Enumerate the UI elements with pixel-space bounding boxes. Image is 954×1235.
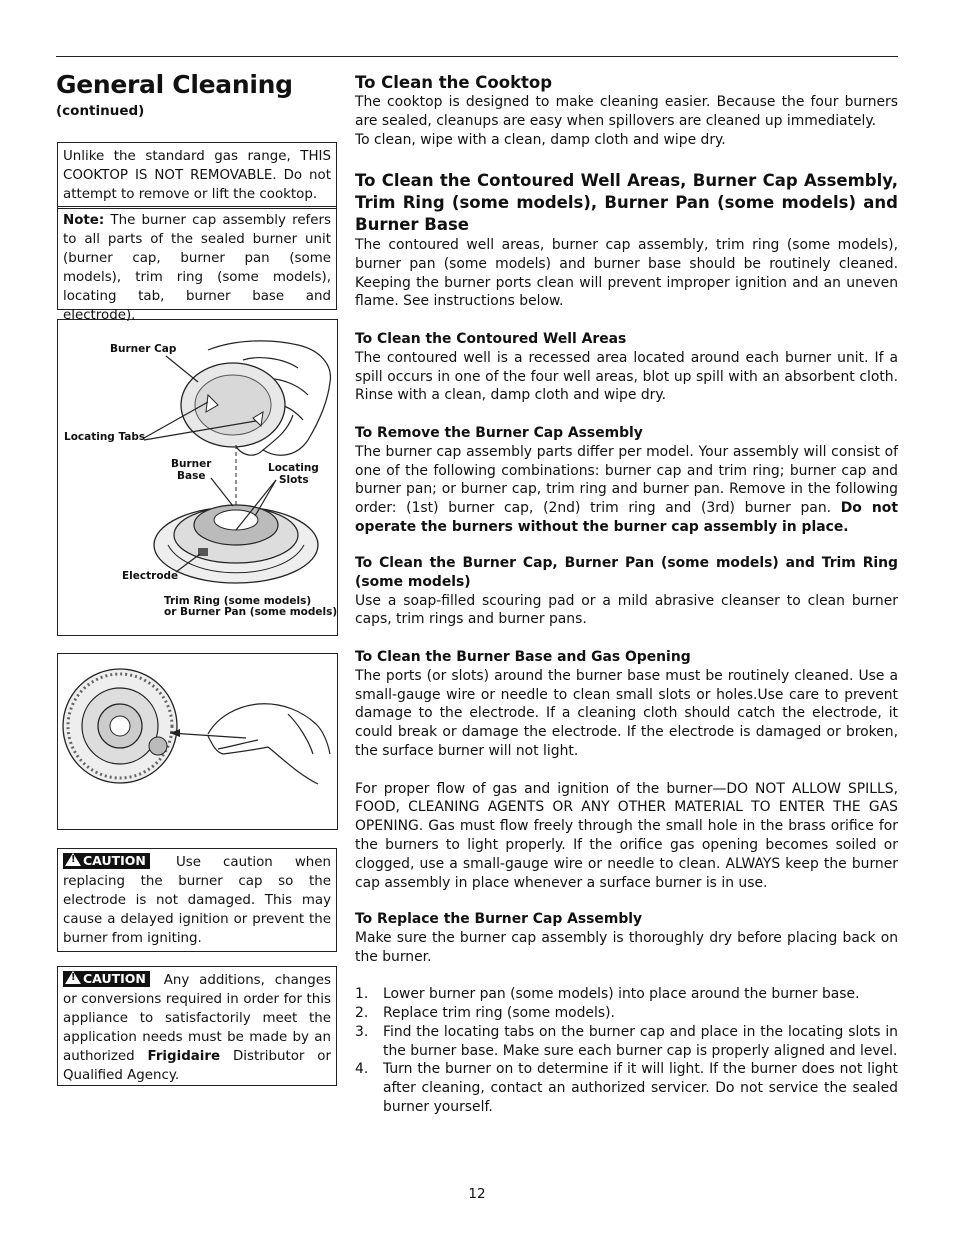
warning-triangle-icon: ! [65,971,81,984]
warning-triangle-icon: ! [65,853,81,866]
step-text: Lower burner pan (some models) into place around the burner base. [383,986,860,1003]
paragraph: The ports (or slots) around the burner base must be routinely cleaned. Use a small-gauge wire or needle to clean small slots or holes.Use care to prevent damage to the electrode. If a cleaning cloth should catch the electrode, it could break or damage the electrode. If the electrode is damaged or broken, the surface burner will not light. [355,667,898,759]
paragraph: Make sure the burner cap assembly is thoroughly dry before placing back on the burner. [355,929,898,965]
step-number: 4. [355,1061,369,1078]
caution-badge-text: CAUTION [83,853,146,868]
continued-label: (continued) [56,103,145,119]
caution-electrode-text: Use caution when replacing the burner cap so the electrode is not damaged. This may cause a delayed ignition or prevent the burner from igniting. [63,855,331,946]
subsection-heading: To Clean the Burner Base and Gas Opening [355,649,691,665]
step-text: Find the locating tabs on the burner cap and place in the locating slots in the burner base. Make sure each burner cap is properly aligned and level. [383,1023,898,1059]
cleaning-wire-figure [57,653,338,830]
section-heading: To Clean the Cooktop [355,73,553,92]
label-burner-cap: Burner Cap [110,343,177,355]
label-trim-ring: Trim Ring (some models) [164,595,312,607]
list-item [355,1004,898,1023]
warning-text: Do not operate the burners without the burner cap assembly in place. [355,500,898,535]
paragraph: The contoured well is a recessed area located around each burner unit. If a spill occurs in one of the four well areas, blot up spill with an absorbent cloth. Rinse with a clean, damp cloth and wipe dry. [355,349,898,404]
notice-text: Unlike the standard gas range, THIS COOKTOP IS NOT REMOVABLE. Do not attempt to remove or lift the cooktop. [63,149,331,202]
section-clean-cap-pan-ring [355,554,898,629]
top-rule [56,56,898,57]
list-item [355,1060,898,1116]
label-base: Base [177,470,206,482]
paragraph-text: The burner cap assembly parts differ per model. Your assembly will consist of one of the following combinations: burner cap and trim ring; burner cap and burner pan; or burner cap, trim ring and burner pan. Remove in the following order: (1st) burner cap, (2nd) trim ring and (3rd) burner pan. [355,443,898,517]
paragraph: The contoured well areas, burner cap assembly, trim ring (some models), burner pan (some models) and burner base should be routinely cleaned. Keeping the burner ports clean will prevent improper ignition and an uneven flame. See instructions below. [355,237,898,310]
section-replace-cap [355,910,898,1117]
section-clean-base-gas [355,648,898,892]
step-text: Replace trim ring (some models). [383,1004,615,1021]
section-remove-cap [355,424,898,537]
step-number: 1. [355,986,369,1003]
label-electrode: Electrode [122,570,179,582]
non-removable-notice [57,142,337,209]
caution-conversion-text-a: Any additions, changes or conversions required in order for this appliance to satisfactorily meet the application needs must be made by an authorized [63,973,331,1064]
page-number: 12 [468,1186,486,1202]
subsection-heading: To Replace the Burner Cap Assembly [355,911,643,927]
list-item [355,985,898,1004]
page-title: General Cleaning [56,70,293,99]
section-heading: To Clean the Contoured Well Areas, Burner Cap Assembly, Trim Ring (some models), Burner Pan (some models) and Burner Base [355,171,898,234]
section-contoured-wells-overview [355,170,898,311]
subsection-heading: To Clean the Contoured Well Areas [355,331,627,347]
section-contoured-wells [355,330,898,405]
caution-box-conversions [57,966,337,1086]
burner-base-drawing [154,505,318,583]
hand-with-wire [170,704,330,784]
steps-list [355,985,898,1117]
burner-base-top-view [63,669,177,783]
caution-badge [63,853,150,869]
list-item [355,1023,898,1061]
caution-badge-text: CAUTION [83,971,146,986]
paragraph: Use a soap-filled scouring pad or a mild abrasive cleanser to clean burner caps, trim rings and burner pans. [355,592,898,628]
note-box [57,206,337,323]
section-clean-cooktop [355,73,898,149]
label-locating: Locating [268,462,319,474]
label-slots: Slots [279,474,309,486]
paragraph [355,443,898,537]
paragraph: The cooktop is designed to make cleaning easier. Because the four burners are sealed, cleanups are easy when spillovers are cleaned up immediately. [355,94,898,129]
note-text: The burner cap assembly refers to all parts of the sealed burner unit (burner cap, burner pan (some models), trim ring (some models), locating tab, burner base and electrode). [63,213,331,323]
caution-conversion-text-b: Distributor or Qualified Agency. [63,1049,332,1083]
step-number: 3. [355,1023,369,1040]
step-number: 2. [355,1004,369,1021]
paragraph: To clean, wipe with a clean, damp cloth and wipe dry. [355,131,726,148]
brand-name: Frigidaire [147,1049,221,1064]
note-label: Note: [63,213,105,228]
label-locating-tabs: Locating Tabs [64,431,146,443]
paragraph: For proper flow of gas and ignition of the burner—DO NOT ALLOW SPILLS, FOOD, CLEANING AGENTS OR ANY OTHER MATERIAL TO ENTER THE GAS OPENING. Gas must flow freely through the small hole in the brass orifice for the burners to light properly. If the orifice gas opening becomes soiled or clogged, use a small-gauge wire or needle to clean. ALWAYS keep the burner cap assembly in place whenever a surface burner is in use. [355,780,898,891]
subsection-heading: To Remove the Burner Cap Assembly [355,425,643,441]
label-burner: Burner [171,458,212,470]
step-text: Turn the burner on to determine if it will light. If the burner does not light after cleaning, contact an authorized servicer. Do not service the sealed burner yourself. [383,1061,898,1115]
caution-badge [63,971,150,987]
subsection-heading: To Clean the Burner Cap, Burner Pan (some models) and Trim Ring (some models) [355,555,898,590]
label-burner-pan: or Burner Pan (some models) [164,606,337,618]
burner-cap-drawing [181,363,285,447]
burner-assembly-figure [57,319,338,636]
caution-box-electrode [57,848,337,952]
